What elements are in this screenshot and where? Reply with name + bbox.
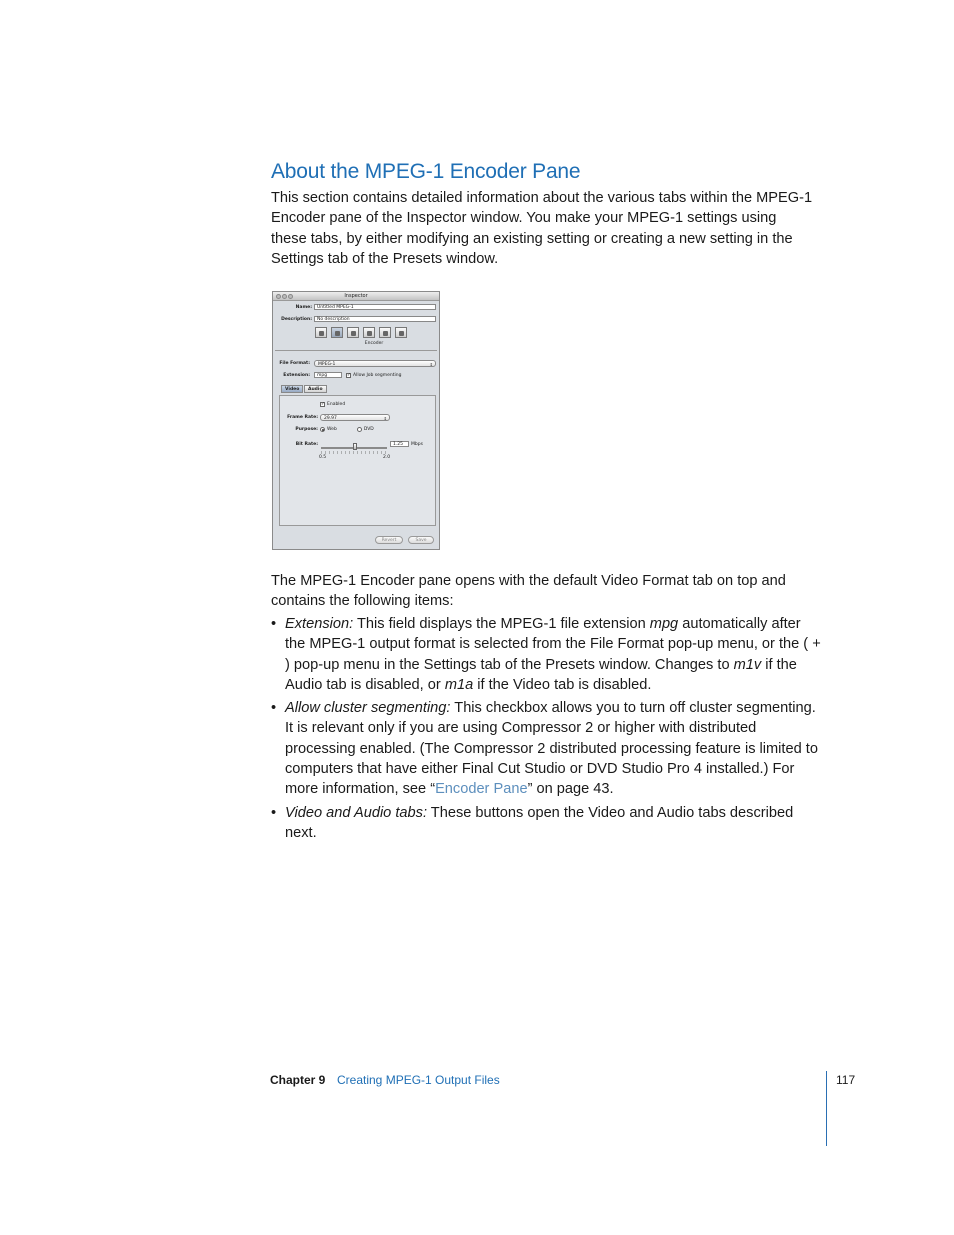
after-figure-paragraph: The MPEG-1 Encoder pane opens with the default Video Format tab on top and contains the following items:: [271, 573, 786, 610]
purpose-dvd-label: DVD: [363, 427, 374, 432]
allow-segmenting-label: Allow Job segmenting: [353, 372, 402, 378]
filters-icon: [367, 331, 372, 336]
name-label: Name:: [295, 304, 312, 310]
inspector-title-bar: [273, 292, 439, 301]
slider-min-label: 0.5: [319, 455, 327, 460]
description-field[interactable]: No description: [314, 316, 436, 322]
item-text: if the Audio tab is disabled, or: [285, 656, 797, 693]
summary-icon: [319, 331, 324, 336]
section-heading: About the MPEG-1 Encoder Pane: [271, 160, 581, 183]
actions-pane-button[interactable]: [395, 327, 407, 338]
item-text: This checkbox allows you to turn off cluster segmenting. It is relevant only if you are using Compressor 2 or higher with distributed processing enabled. (The Compressor 2 distributed processing feature is limited to computers that have either Final Cut Studio or DVD Studio Pro 4 installed.) For more information, see “: [285, 700, 818, 798]
purpose-web-label: Web: [327, 427, 337, 432]
popup-arrows-icon: ⇕: [429, 362, 433, 367]
item-text: if the Video tab is disabled.: [473, 676, 652, 693]
encoder-pane-button[interactable]: [331, 327, 343, 338]
frame-rate-popup[interactable]: [320, 414, 390, 421]
bit-rate-label: Bit Rate:: [295, 442, 318, 447]
item-list: [271, 614, 823, 846]
footer-rule: [826, 1071, 827, 1146]
bullet: •: [271, 804, 277, 821]
purpose-dvd-radio[interactable]: [357, 427, 362, 432]
file-format-value: MPEG-1: [318, 362, 336, 367]
slider-max-label: 2.0: [383, 455, 391, 460]
revert-button[interactable]: Revert: [375, 536, 403, 544]
description-label: Description:: [281, 316, 312, 322]
extension-label: Extension:: [283, 372, 310, 378]
name-field[interactable]: Untitled MPEG-1: [314, 304, 436, 310]
item-text: ” on page 43.: [527, 781, 614, 798]
popup-arrows-icon: ⇕: [383, 416, 387, 421]
actions-icon: [399, 331, 404, 336]
footer-chapter: Chapter 9: [270, 1073, 326, 1087]
item-italic: m1v: [733, 656, 762, 673]
frame-controls-icon: [351, 331, 356, 336]
enabled-label: Enabled: [327, 402, 346, 407]
geometry-pane-button[interactable]: [379, 327, 391, 338]
extension-field[interactable]: mpg: [314, 372, 342, 378]
term-video-audio-tabs: Video and Audio tabs:: [285, 804, 427, 821]
item-text: This field displays the MPEG-1 file extension: [356, 616, 650, 632]
enabled-checkbox[interactable]: ✓: [321, 402, 325, 407]
file-format-label: File Format:: [279, 361, 310, 366]
summary-pane-button[interactable]: [315, 327, 327, 338]
term-allow-cluster-segmenting: Allow cluster segmenting:: [285, 700, 451, 717]
filters-pane-button[interactable]: [363, 327, 375, 338]
file-format-popup[interactable]: [314, 360, 436, 367]
item-italic: mpg: [649, 616, 679, 632]
encoder-pane-link[interactable]: Encoder Pane: [435, 781, 528, 798]
list-item-allow-cluster-segmenting: [271, 698, 823, 799]
allow-segmenting-checkbox[interactable]: ✓: [347, 372, 351, 378]
bit-rate-slider-knob[interactable]: [353, 443, 357, 450]
divider: [275, 350, 437, 351]
term-extension: Extension:: [285, 616, 354, 632]
list-item-video-audio-tabs: [271, 803, 823, 844]
item-text: automatically after the MPEG-1 output format is selected from the File Format pop-up menu, or the ( + ) pop-up menu in the Settings tab of the Presets window. Changes to: [285, 616, 821, 673]
encoder-icon: [335, 331, 340, 336]
frame-controls-pane-button[interactable]: [347, 327, 359, 338]
encoder-pane-label: Encoder: [364, 341, 384, 346]
purpose-web-radio[interactable]: [320, 427, 325, 432]
frame-rate-value: 29.97: [324, 416, 337, 421]
purpose-label: Purpose:: [295, 427, 318, 432]
save-button[interactable]: Save: [408, 536, 434, 544]
intro-paragraph: This section contains detailed information about the various tabs within the MPEG-1 Encoder pane of the Inspector window. You make your MPEG-1 settings using these tabs, by either modifying an existing setting or creating a new setting in the Settings tab of the Presets window.: [271, 190, 813, 267]
page-number: 117: [836, 1073, 856, 1087]
inspector-title: Inspector: [344, 292, 368, 299]
frame-rate-label: Frame Rate:: [287, 415, 318, 420]
list-item-extension: [271, 614, 823, 695]
tab-video[interactable]: Video: [281, 385, 303, 393]
bit-rate-slider-ticks: [321, 451, 387, 454]
footer-chapter-title[interactable]: Creating MPEG-1 Output Files: [337, 1073, 500, 1087]
bullet: •: [271, 616, 277, 632]
bullet: •: [271, 700, 277, 717]
inspector-window-screenshot: [272, 291, 440, 550]
geometry-icon: [383, 331, 388, 336]
bit-rate-unit: Mbps: [411, 441, 423, 447]
bit-rate-field[interactable]: 1.25: [390, 441, 409, 447]
tab-audio[interactable]: Audio: [304, 385, 327, 393]
item-text: These buttons open the Video and Audio tabs described next.: [285, 804, 794, 841]
item-italic: m1a: [444, 676, 474, 693]
